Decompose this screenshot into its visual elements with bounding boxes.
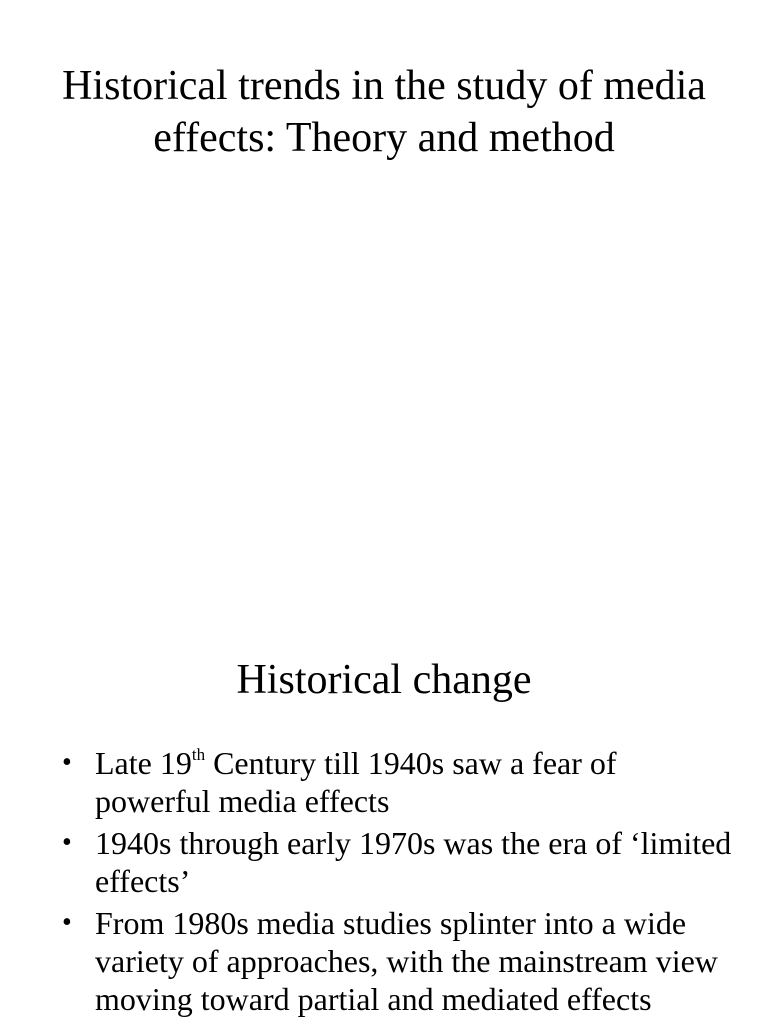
bullet-glyph: • <box>62 907 72 938</box>
bullet-list <box>60 744 740 1022</box>
bullet-1-text-post: Century till 1940s saw a fear of powerful media effects <box>95 745 617 819</box>
bullet-2-text: 1940s through early 1970s was the era of ‘limited effects’ <box>95 825 732 899</box>
bullet-1-text-pre: Late 19 <box>95 745 192 781</box>
slide-historical-change <box>0 576 768 1024</box>
slide-2-title: Historical change <box>236 657 532 703</box>
bullet-glyph: • <box>62 827 72 858</box>
bullet-item-3 <box>60 904 740 1018</box>
bullet-item-1 <box>60 744 740 820</box>
bullet-item-2 <box>60 824 740 900</box>
bullet-1-superscript: th <box>191 745 206 765</box>
slide-1-title <box>0 60 768 164</box>
title-line-1: Historical trends in the study of media <box>62 63 706 109</box>
bullet-glyph: • <box>62 747 72 778</box>
title-line-2: effects: Theory and method <box>153 115 615 161</box>
bullet-3-text: From 1980s media studies splinter into a wide variety of approaches, with the mainstream view moving toward partial and mediated effects <box>95 905 718 1017</box>
